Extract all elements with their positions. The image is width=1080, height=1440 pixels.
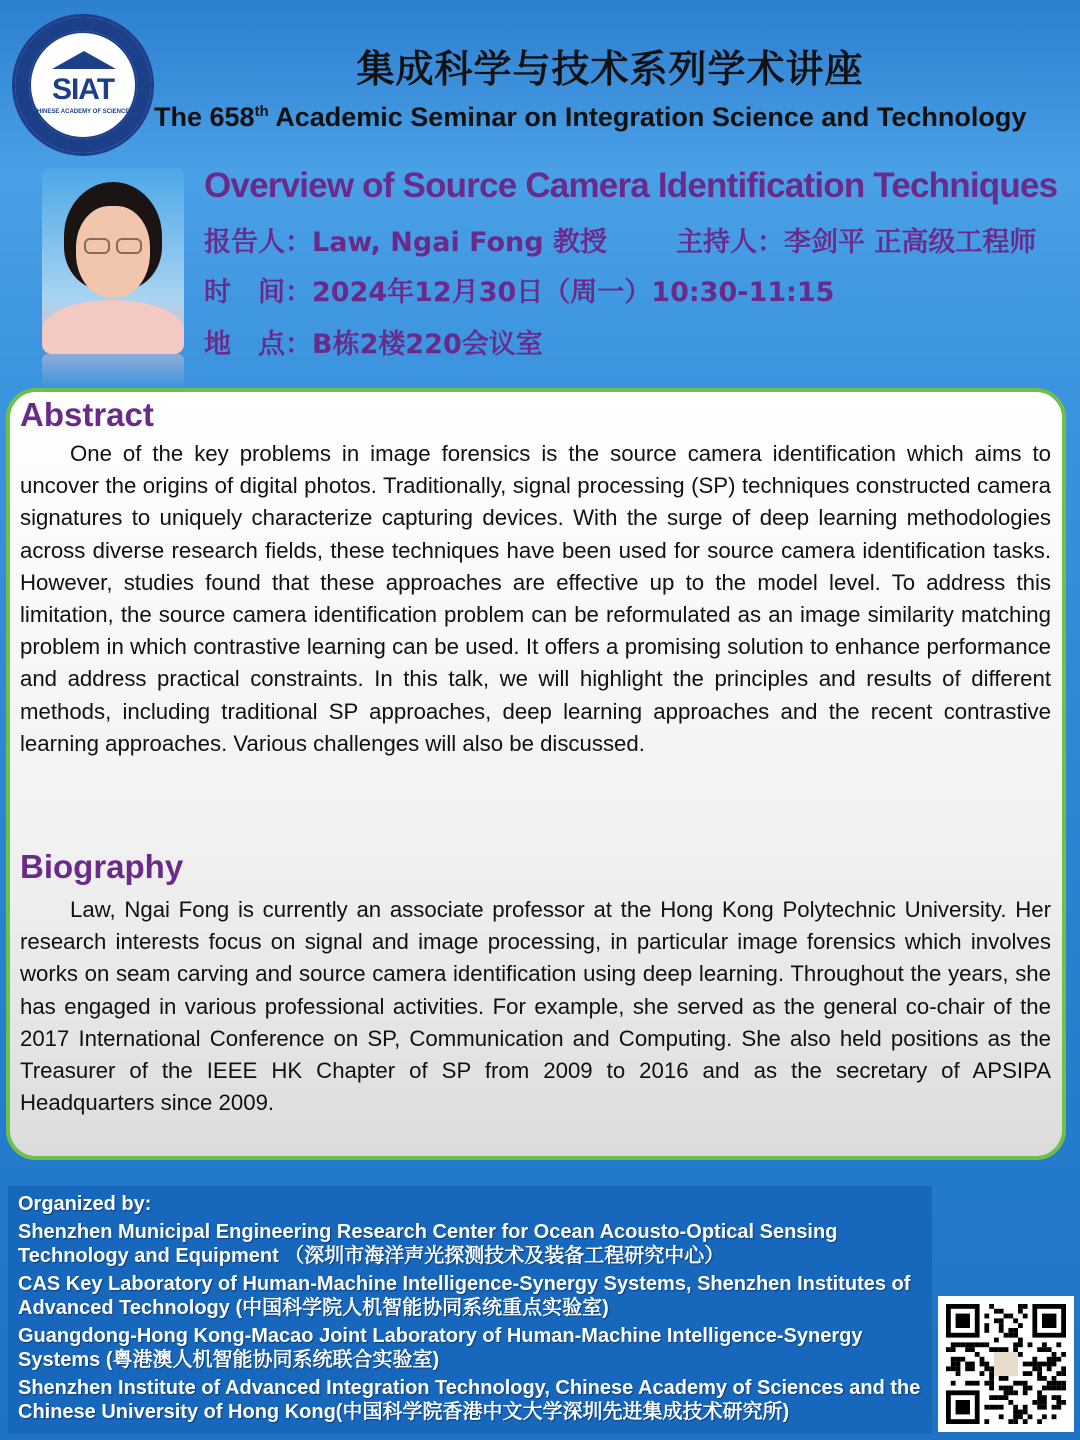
logo-acronym: SIAT: [51, 73, 115, 106]
title-en-sup: th: [254, 103, 269, 120]
host-info: 主持人：李剑平 正高级工程师: [676, 227, 1037, 258]
qr-code-icon: [938, 1296, 1074, 1432]
biography-heading: Biography: [20, 848, 184, 885]
siat-logo: [12, 14, 154, 156]
speaker-info: 报告人：Law, Ngai Fong 教授: [204, 227, 607, 258]
time-info: 时 间：2024年12月30日（周一）10:30-11:15: [204, 277, 835, 308]
place-info: 地 点：B栋2楼220会议室: [204, 329, 543, 360]
portrait-reflection: [42, 354, 184, 388]
seminar-title-cn: 集成科学与技术系列学术讲座: [356, 47, 864, 91]
organizer-item: Shenzhen Municipal Engineering Research Center for Ocean Acousto-Optical Sensing Technology and Equipment （深圳市海洋声光探测技术及装备工程研究中心）: [18, 1221, 838, 1267]
abstract-text: One of the key problems in image forensics is the source camera identification which aims to uncover the origins of digital photos. Traditionally, signal processing (SP) techniques constructed camera signatures to uniquely characterize capturing devices. With the surge of deep learning methodologies across diverse research fields, these techniques have been used for source camera identification tasks. However, studies found that these approaches are effective up to the model level. To address this limitation, the source camera identification problem can be reformulated as an image similarity matching problem in which contrastive learning can be used. It offers a promising solution to enhance performance and address practical constraints. In this talk, we will highlight the principles and results of different methods, including traditional SP approaches, deep learning approaches and the recent contrastive learning approaches. Various challenges will also be discussed.: [20, 441, 1051, 756]
organizers-heading: Organized by:: [18, 1193, 152, 1215]
organizer-item: Guangdong-Hong Kong-Macao Joint Laboratory of Human-Machine Intelligence-Synergy Systems (粤港澳人机智能协同系统联合实验室): [18, 1325, 863, 1371]
logo-subtext: CHINESE ACADEMY OF SCIENCES: [32, 109, 134, 115]
talk-title: Overview of Source Camera Identification Techniques: [204, 166, 1058, 205]
biography-text: Law, Ngai Fong is currently an associate professor at the Hong Kong Polytechnic University. Her research interests focus on signal and image processing, in particular image forensics which involves works on seam carving and source camera identification using deep learning. Throughout the years, she has engaged in various professional activities. For example, she served as the general co-chair of the 2017 International Conference on SP, Communication and Computing. She also held positions as the Treasurer of the IEEE HK Chapter of SP from 2009 to 2016 and as the secretary of APSIPA Headquarters since 2009.: [20, 897, 1051, 1116]
organizer-item: Shenzhen Institute of Advanced Integration Technology, Chinese Academy of Sciences and the Chinese University of Hong Kong(中国科学院香港中文大学深圳先进集成技术研究所): [18, 1377, 921, 1423]
title-en-prefix: The 658: [154, 102, 255, 132]
speaker-portrait: [42, 168, 184, 354]
seminar-title-en: [154, 102, 1074, 133]
organizer-item: CAS Key Laboratory of Human-Machine Intelligence-Synergy Systems, Shenzhen Institutes of Advanced Technology (中国科学院人机智能协同系统重点实验室): [18, 1273, 911, 1319]
logo-roof-icon: [52, 51, 116, 69]
title-en-suffix: Academic Seminar on Integration Science and Technology: [268, 102, 1027, 132]
abstract-heading: Abstract: [20, 396, 154, 433]
